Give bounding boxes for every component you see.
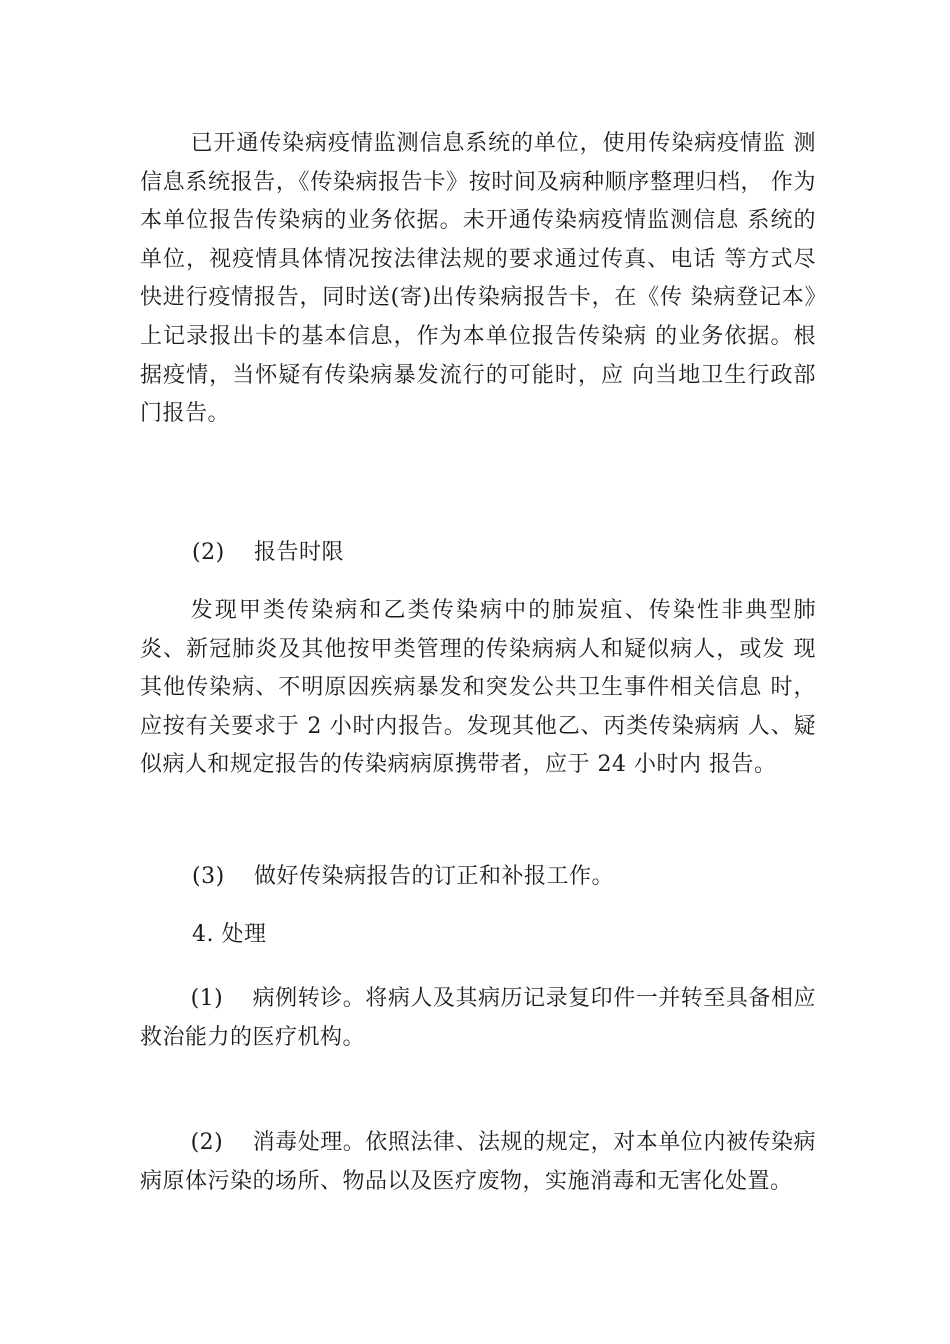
heading-number: (3) bbox=[192, 864, 225, 889]
heading-handling: 4. 处理 bbox=[192, 922, 267, 947]
heading-correction-supplement bbox=[192, 858, 816, 897]
heading-text: 做好传染病报告的订正和补报工作。 bbox=[254, 864, 615, 889]
heading-number: (2) bbox=[192, 540, 225, 565]
item-text: 消毒处理。依照法律、法规的规定，对本单位内被传染病病原体污染的场所、物品以及医疗废物，实施消毒和无害化处置。 bbox=[140, 1130, 816, 1194]
heading-reporting-time-limit bbox=[192, 534, 816, 573]
item-number: (2) bbox=[190, 1130, 224, 1155]
list-item-disinfection bbox=[140, 1124, 816, 1201]
item-number: (1) bbox=[190, 986, 224, 1011]
heading-text: 报告时限 bbox=[254, 540, 345, 565]
list-item-case-referral bbox=[140, 980, 816, 1057]
paragraph-reporting-method: 已开通传染病疫情监测信息系统的单位，使用传染病疫情监 测信息系统报告，《传染病报告卡》按时间及病种顺序整理归档， 作为本单位报告传染病的业务依据。未开通传染病疫情监测信息 系统的单位，视疫情具体情况按法律法规的要求通过传真、电话 等方式尽快进行疫情报告，同时送(寄)出传染病报告卡，在《传 染病登记本》上记录报出卡的基本信息，作为本单位报告传染病 的业务依据。根据疫情，当怀疑有传染病暴发流行的可能时，应 向当地卫生行政部门报告。 bbox=[140, 131, 816, 427]
item-text: 病例转诊。将病人及其病历记录复印件一并转至具备相应救治能力的医疗机构。 bbox=[140, 986, 816, 1050]
paragraph-time-limit-details: 发现甲类传染病和乙类传染病中的肺炭疽、传染性非典型肺炎、新冠肺炎及其他按甲类管理的传染病病人和疑似病人，或发 现其他传染病、不明原因疾病暴发和突发公共卫生事件相关信息 时，应按有关要求于 2 小时内报告。发现其他乙、丙类传染病病 人、疑似病人和规定报告的传染病病原携带者，应于 24 小时内 报告。 bbox=[140, 598, 816, 778]
